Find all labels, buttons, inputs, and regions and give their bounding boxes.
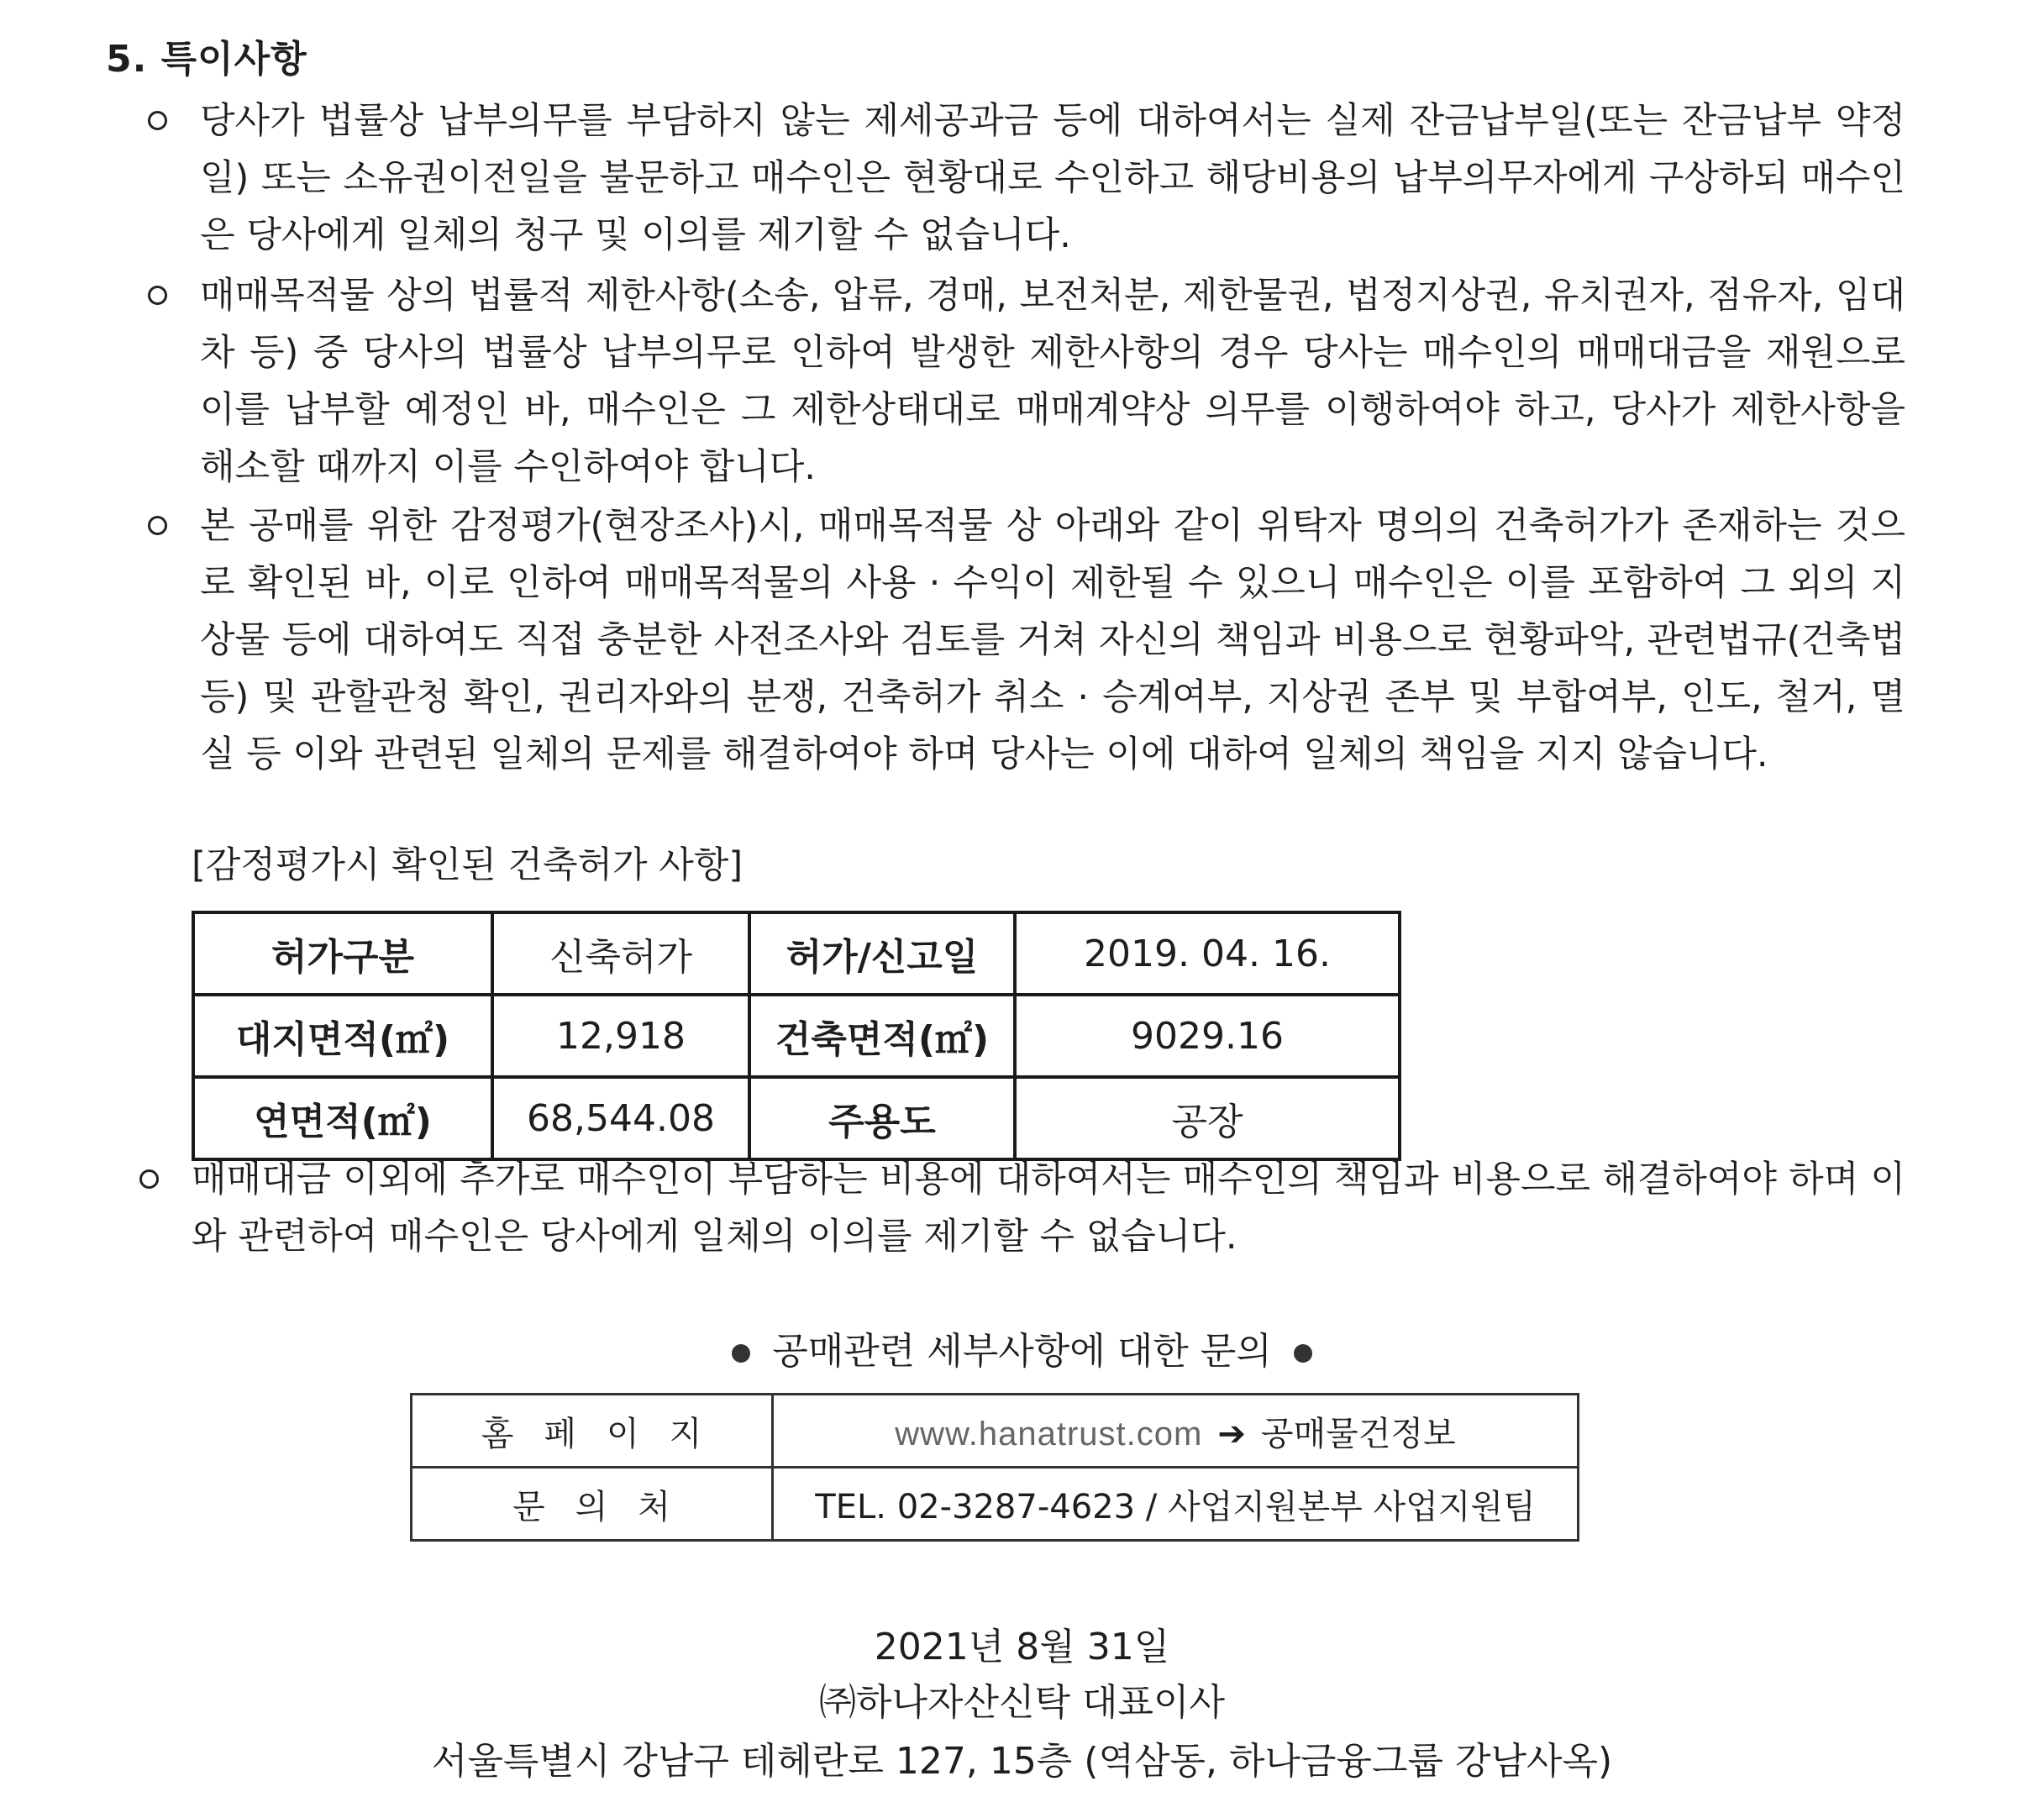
table-cell: 9029.16 (1015, 995, 1400, 1077)
bullet-dot-icon (732, 1344, 750, 1363)
contact-title-text: 공매관련 세부사항에 대한 문의 (772, 1330, 1272, 1373)
table-cell: 허가구분 (193, 912, 492, 995)
inquiry-value: TEL. 02-3287-4623 / 사업지원본부 사업지원팀 (773, 1468, 1579, 1541)
footer-date: 2021년 8월 31일 (874, 1626, 1170, 1668)
contact-table (410, 1393, 1579, 1542)
bullet-dot-icon (1294, 1344, 1312, 1363)
circle-bullet-icon (148, 286, 167, 305)
notice-item (192, 1151, 1905, 1265)
circle-bullet-icon (148, 516, 167, 535)
inquiry-label: 문의처 (412, 1468, 773, 1541)
table-cell: 건축면적(㎡) (749, 995, 1015, 1077)
table-cell: 신축허가 (492, 912, 749, 995)
arrow-right-icon: ➔ (1217, 1414, 1246, 1453)
notice-item (200, 267, 1905, 496)
notice-item-text: 당사가 법률상 납부의무를 부담하지 않는 제세공과금 등에 대하여서는 실제 잔금납부일(또는 잔금납부 약정일) 또는 소유권이전일을 불문하고 매수인은 현황대로 수인하고 해당비용의 납부의무자에게 구상하되 매수인은 당사에게 일체의 청구 및 이의를 제기할 수 없습니다. (200, 100, 1905, 256)
homepage-menu: 공매물건정보 (1260, 1414, 1456, 1453)
table-row (412, 1395, 1579, 1468)
circle-bullet-icon (148, 111, 167, 130)
notice-item-text: 본 공매를 위한 감정평가(현장조사)시, 매매목적물 상 아래와 같이 위탁자 명의의 건축허가가 존재하는 것으로 확인된 바, 이로 인하여 매매목적물의 사용 · 수익이 제한될 수 있으니 매수인은 이를 포함하여 그 외의 지상물 등에 대하여도 직접 충분한 사전조사와 검토를 거쳐 자신의 책임과 비용으로 현황파악, 관련법규(건축법 등) 및 관할관청 확인, 권리자와의 분쟁, 건축허가 취소 · 승계여부, 지상권 존부 및 부합여부, 인도, 철거, 멸실 등 이와 관련된 일체의 문제를 해결하여야 하며 당사는 이에 대하여 일체의 책임을 지지 않습니다. (200, 505, 1905, 775)
homepage-label: 홈페이지 (412, 1395, 773, 1468)
notice-item (200, 497, 1905, 783)
table-cell: 허가/신고일 (749, 912, 1015, 995)
table-cell: 연면적(㎡) (193, 1077, 492, 1159)
permit-table-caption: [감정평가시 확인된 건축허가 사항] (192, 844, 744, 886)
table-cell: 대지면적(㎡) (193, 995, 492, 1077)
table-row (412, 1468, 1579, 1541)
notice-item-text: 매매대금 이외에 추가로 매수인이 부담하는 비용에 대하여서는 매수인의 책임과 비용으로 해결하여야 하며 이와 관련하여 매수인은 당사에게 일체의 이의를 제기할 수 없습니다. (192, 1159, 1905, 1258)
contact-title (0, 1321, 2044, 1374)
homepage-link[interactable]: www.hanatrust.com (895, 1415, 1203, 1453)
section-heading: 5. 특이사항 (106, 38, 307, 81)
table-row (193, 912, 1400, 995)
table-cell: 주용도 (749, 1077, 1015, 1159)
footer-address: 서울특별시 강남구 테헤란로 127, 15층 (역삼동, 하나금융그룹 강남사옥) (431, 1740, 1613, 1783)
footer-company: ㈜하나자산신탁 대표이사 (818, 1681, 1226, 1724)
table-row (193, 995, 1400, 1077)
table-cell: 2019. 04. 16. (1015, 912, 1400, 995)
notice-item-text: 매매목적물 상의 법률적 제한사항(소송, 압류, 경매, 보전처분, 제한물권, 법정지상권, 유치권자, 점유자, 임대차 등) 중 당사의 법률상 납부의무로 인하여 발생한 제한사항의 경우 당사는 매수인의 매매대금을 재원으로 이를 납부할 예정인 바, 매수인은 그 제한상태대로 매매계약상 의무를 이행하여야 하고, 당사가 제한사항을 해소할 때까지 이를 수인하여야 합니다. (200, 275, 1905, 488)
building-permit-table (192, 911, 1401, 1161)
table-cell: 공장 (1015, 1077, 1400, 1159)
homepage-cell (773, 1395, 1579, 1468)
table-cell: 68,544.08 (492, 1077, 749, 1159)
notice-item (200, 92, 1905, 264)
table-cell: 12,918 (492, 995, 749, 1077)
table-row (193, 1077, 1400, 1159)
circle-bullet-icon (139, 1169, 159, 1189)
